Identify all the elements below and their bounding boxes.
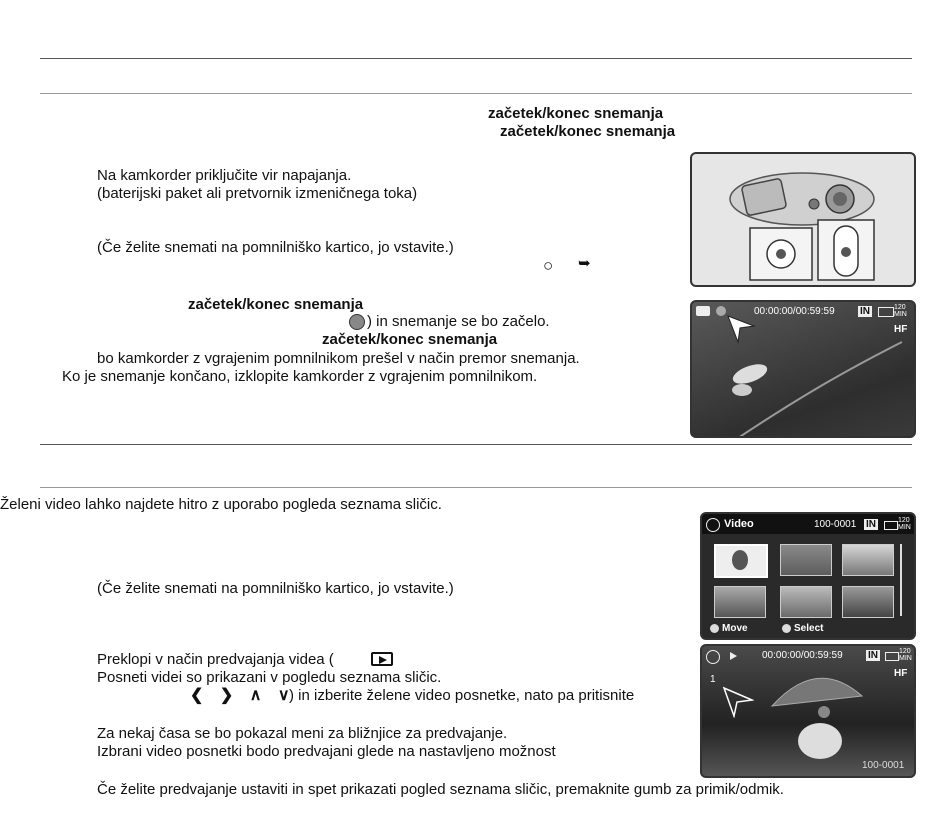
pause-text: bo kamkorder z vgrajenim pomnilnikom prešel v način premor snemanja. [97, 350, 580, 367]
arrow-icon: ➥ [578, 255, 591, 272]
card-note: (Če želite snemati na pomnilniško kartico, jo vstavite.) [97, 239, 454, 256]
play-status-icon [730, 652, 737, 660]
playback-screen [700, 644, 916, 778]
thumbnail-scrollbar[interactable] [900, 544, 902, 616]
stop-playback-text: Če želite predvajanje ustaviti in spet prikazati pogled seznama sličic, premaknite gumb za primik/odmik. [97, 781, 784, 798]
thumbnail-remaining: 120 MIN [898, 517, 911, 531]
power-note: (baterijski paket ali pretvornik izmeničnega toka) [97, 185, 418, 202]
select-icon [782, 624, 791, 633]
playback-video-icon [706, 650, 720, 664]
section2-rule [40, 487, 912, 488]
playback-timecode: 00:00:00/00:59:59 [762, 650, 843, 661]
remaining-time: 120 MIN [894, 304, 907, 318]
select-label: Select [794, 623, 824, 634]
camera-mode-icon [696, 306, 710, 316]
rec-status-icon [716, 306, 726, 316]
circle-icon: ○ [543, 256, 554, 275]
select-video-text: ) in izberite želene video posnetke, nato pa pritisnite [289, 687, 635, 704]
section1-end-rule [40, 444, 912, 445]
move-label: Move [722, 623, 748, 634]
recording-started-text: ) in snemanje se bo začelo. [367, 313, 550, 330]
thumbnail-5[interactable] [780, 586, 832, 618]
playback-pointer-icon [722, 686, 754, 718]
playback-remaining: 120 MIN [899, 648, 912, 662]
playback-memory-badge: IN [868, 650, 878, 661]
play-mode-icon [371, 652, 393, 666]
move-icon [710, 624, 719, 633]
video-mode-icon [706, 518, 720, 532]
battery-icon [878, 307, 894, 317]
record-pause-label: začetek/konec snemanja [322, 331, 498, 348]
record-heading-2: začetek/konec snemanja [500, 123, 676, 140]
record-dot-icon [349, 314, 365, 330]
thumbnail-file: 100-0001 [814, 519, 857, 530]
thumbnail-screen [700, 512, 916, 640]
thumbnail-intro: Želeni video lahko najdete hitro z uporabo pogleda seznama sličic. [0, 496, 442, 513]
section1-rule [40, 93, 912, 94]
thumbnail-6[interactable] [842, 586, 894, 618]
navigation-icons: ❮ ❯ ∧ ∨ [190, 687, 296, 704]
thumbnail-4[interactable] [714, 586, 766, 618]
playback-file: 100-0001 [862, 760, 905, 771]
playback-battery-icon [885, 652, 899, 661]
record-button-label: začetek/konec snemanja [188, 296, 364, 313]
pointer-arrow-icon [726, 314, 756, 344]
power-off-text: Ko je snemanje končano, izklopite kamkorder z vgrajenim pomnilnikom. [62, 368, 538, 385]
playback-index: 1 [710, 674, 716, 685]
rec-timecode: 00:00:00/00:59:59 [754, 306, 835, 317]
playback-mode-text: Preklopi v način predvajanja videa ( [97, 651, 334, 668]
thumbnail-memory-badge: IN [866, 519, 876, 530]
thumbnail-2[interactable] [780, 544, 832, 576]
quality-badge: HF [894, 324, 908, 335]
record-heading-1: začetek/konec snemanja [488, 105, 664, 122]
power-instruction: Na kamkorder priključite vir napajanja. [97, 167, 352, 184]
thumbnail-battery-icon [884, 521, 898, 530]
camcorder-drawing [692, 154, 914, 285]
thumbnail-title: Video [724, 518, 754, 530]
memory-badge: IN [860, 306, 870, 317]
playback-option-text: Izbrani video posnetki bodo predvajani glede na nastavljeno možnost [97, 743, 556, 760]
top-rule [40, 58, 912, 59]
camcorder-illustration [690, 152, 916, 287]
thumbnail-3[interactable] [842, 544, 894, 576]
shortcut-menu-text: Za nekaj časa se bo pokazal meni za bližnjice za predvajanje. [97, 725, 508, 742]
card-note-2: (Če želite snemati na pomnilniško kartico, jo vstavite.) [97, 580, 454, 597]
recording-screen [690, 300, 916, 438]
playback-quality-badge: HF [894, 668, 908, 679]
thumbnail-view-text: Posneti videi so prikazani v pogledu seznama sličic. [97, 669, 442, 686]
thumbnail-1[interactable] [714, 544, 768, 578]
